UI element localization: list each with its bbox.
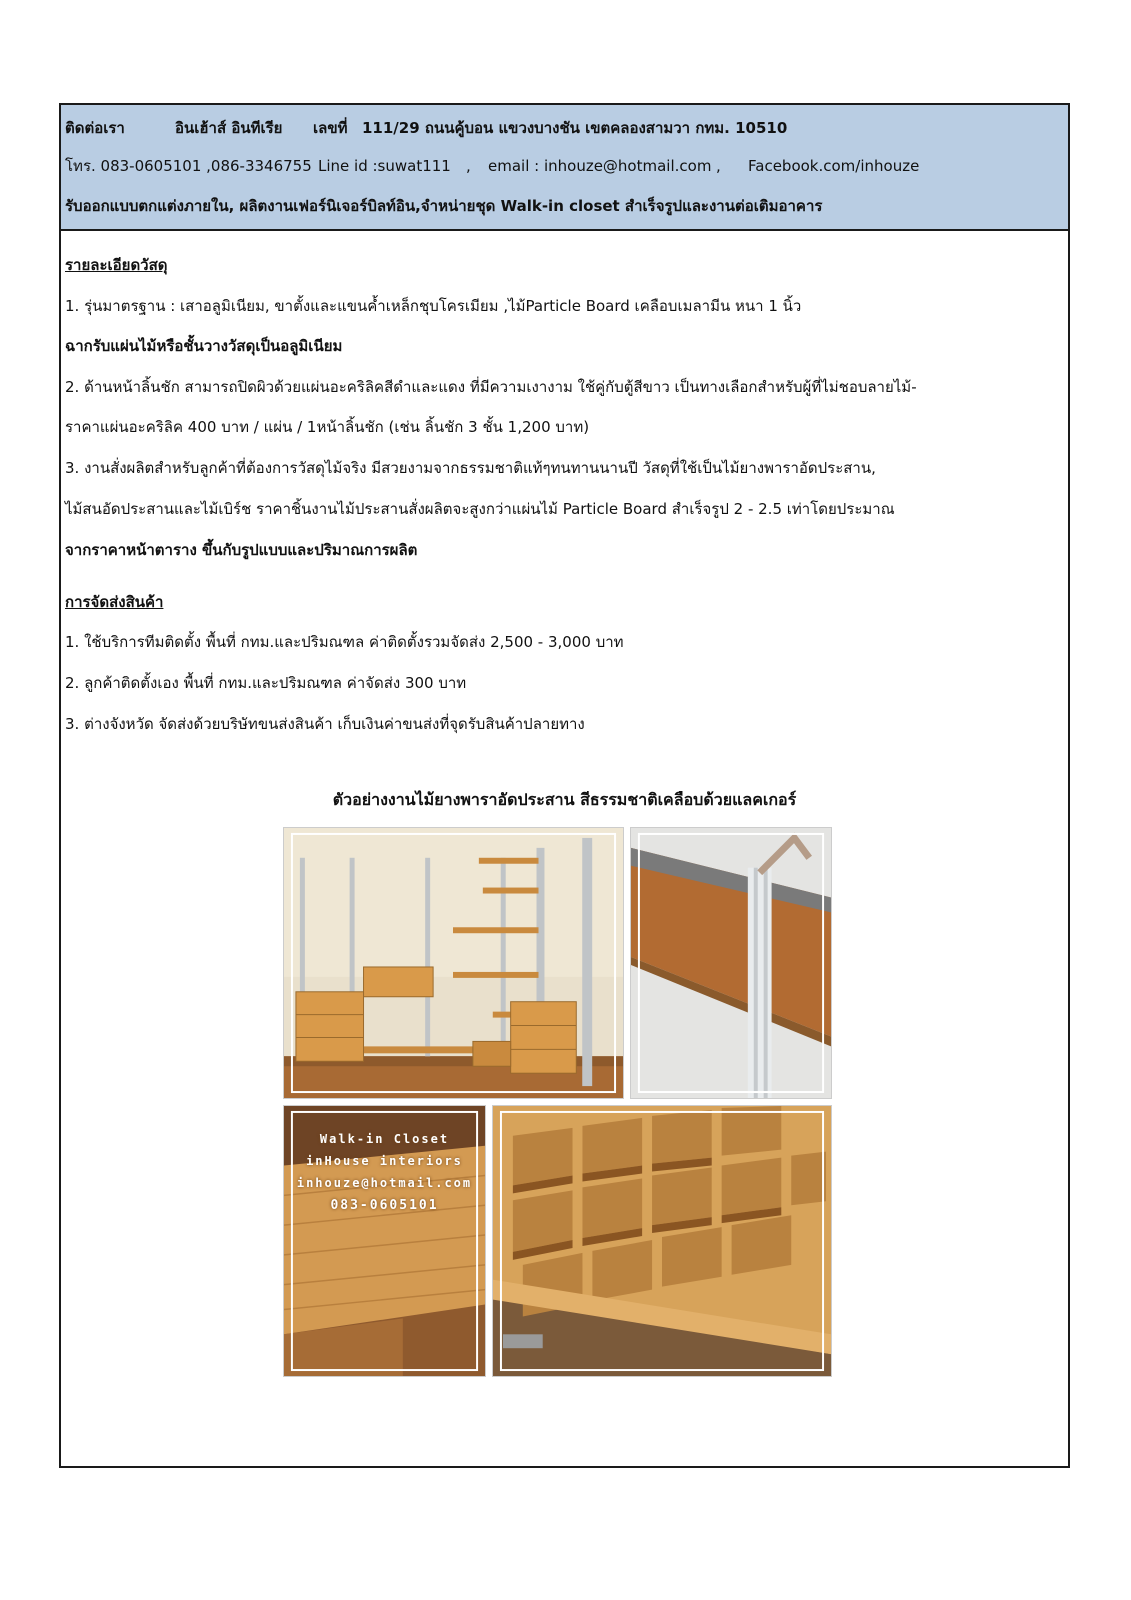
materials-line: ฉากรับแผ่นไม้หรือชั้นวางวัสดุเป็นอลูมิเนียม xyxy=(65,337,343,355)
delivery-heading: การจัดส่งสินค้า xyxy=(65,593,164,611)
gallery-caption: ตัวอย่างงานไม้ยางพาราอัดประสาน สีธรรมชาติเคลือบด้วยแลคเกอร์ xyxy=(332,790,797,809)
phone-numbers: โทร. 083-0605101 ,086-3346755 xyxy=(65,157,312,175)
materials-line: 3. งานสั่งผลิตสำหรับลูกค้าที่ต้องการวัสดุไม้จริง มีสวยงามจากธรรมชาติแท้ๆทนทานนานปี วัสดุที่ใช้เป็นไม้ยางพาราอัดประสาน, xyxy=(65,459,876,477)
materials-heading: รายละเอียดวัสดุ xyxy=(65,256,168,274)
separator: , xyxy=(466,157,471,175)
watermark-line: inhouze@hotmail.com xyxy=(296,1176,473,1190)
delivery-line: 2. ลูกค้าติดตั้งเอง พื้นที่ กทม.และปริมณฑล ค่าจัดส่ง 300 บาท xyxy=(65,674,467,692)
email-link[interactable]: email : inhouze@hotmail.com xyxy=(488,157,712,175)
delivery-line: 1. ใช้บริการทีมติดตั้ง พื้นที่ กทม.และปริมณฑล ค่าติดตั้งรวมจัดส่ง 2,500 - 3,000 บาท xyxy=(65,633,624,651)
contact-label: ติดต่อเรา xyxy=(65,119,125,137)
address-label: เลขที่ xyxy=(313,119,348,137)
walk-in-closet-photo xyxy=(283,827,624,1099)
materials-line: 1. รุ่นมาตรฐาน : เสาอลูมิเนียม, ขาตั้งและแขนค้ำเหล็กชุบโครเมียม ,ไม้Particle Board เคลือบเมลามีน หนา 1 นิ้ว xyxy=(65,297,802,315)
line-id: Line id :suwat111 xyxy=(318,157,451,175)
watermark-line: 083-0605101 xyxy=(330,1198,439,1213)
wood-shelf-photo xyxy=(283,1105,486,1377)
services-line: รับออกแบบตกแต่งภายใน, ผลิตงานเฟอร์นิเจอร์บิลท์อิน,จำหน่ายชุด Walk-in closet สำเร็จรูปและงานต่อเติมอาคาร xyxy=(65,197,823,215)
materials-line: จากราคาหน้าตาราง ขึ้นกับรูปแบบและปริมาณการผลิต xyxy=(65,541,418,559)
contact-header xyxy=(61,105,1068,231)
materials-line: 2. ด้านหน้าลิ้นชัก สามารถปิดผิวด้วยแผ่นอะคริลิคสีดำและแดง ที่มีความเงางาม ใช้คู่กับตู้สีขาว เป็นทางเลือกสำหรับผู้ที่ไม่ชอบลายไม้- xyxy=(65,378,917,396)
delivery-line: 3. ต่างจังหวัด จัดส่งด้วยบริษัทขนส่งสินค้า เก็บเงินค่าขนส่งที่จุดรับสินค้าปลายทาง xyxy=(65,715,585,733)
address: 111/29 ถนนคู้บอน แขวงบางชัน เขตคลองสามวา กทม. 10510 xyxy=(362,119,788,137)
facebook-link[interactable]: Facebook.com/inhouze xyxy=(748,157,920,175)
materials-line: ไม้สนอัดประสานและไม้เบิร์ช ราคาชิ้นงานไม้ประสานสั่งผลิตจะสูงกว่าแผ่นไม้ Particle Board สำเร็จรูป 2 - 2.5 เท่าโดยประมาณ xyxy=(65,500,895,518)
drawer-divider-photo xyxy=(492,1105,832,1377)
rail-detail-photo xyxy=(630,827,832,1099)
document-sheet xyxy=(59,103,1070,1468)
materials-line: ราคาแผ่นอะคริลิค 400 บาท / แผ่น / 1หน้าลิ้นชัก (เช่น ลิ้นชัก 3 ชั้น 1,200 บาท) xyxy=(65,418,590,436)
watermark-line: Walk-in Closet xyxy=(319,1132,450,1146)
watermark-line: inHouse interiors xyxy=(306,1154,463,1168)
company-name: อินเฮ้าส์ อินทีเรีย xyxy=(175,119,283,137)
separator: , xyxy=(716,157,721,175)
